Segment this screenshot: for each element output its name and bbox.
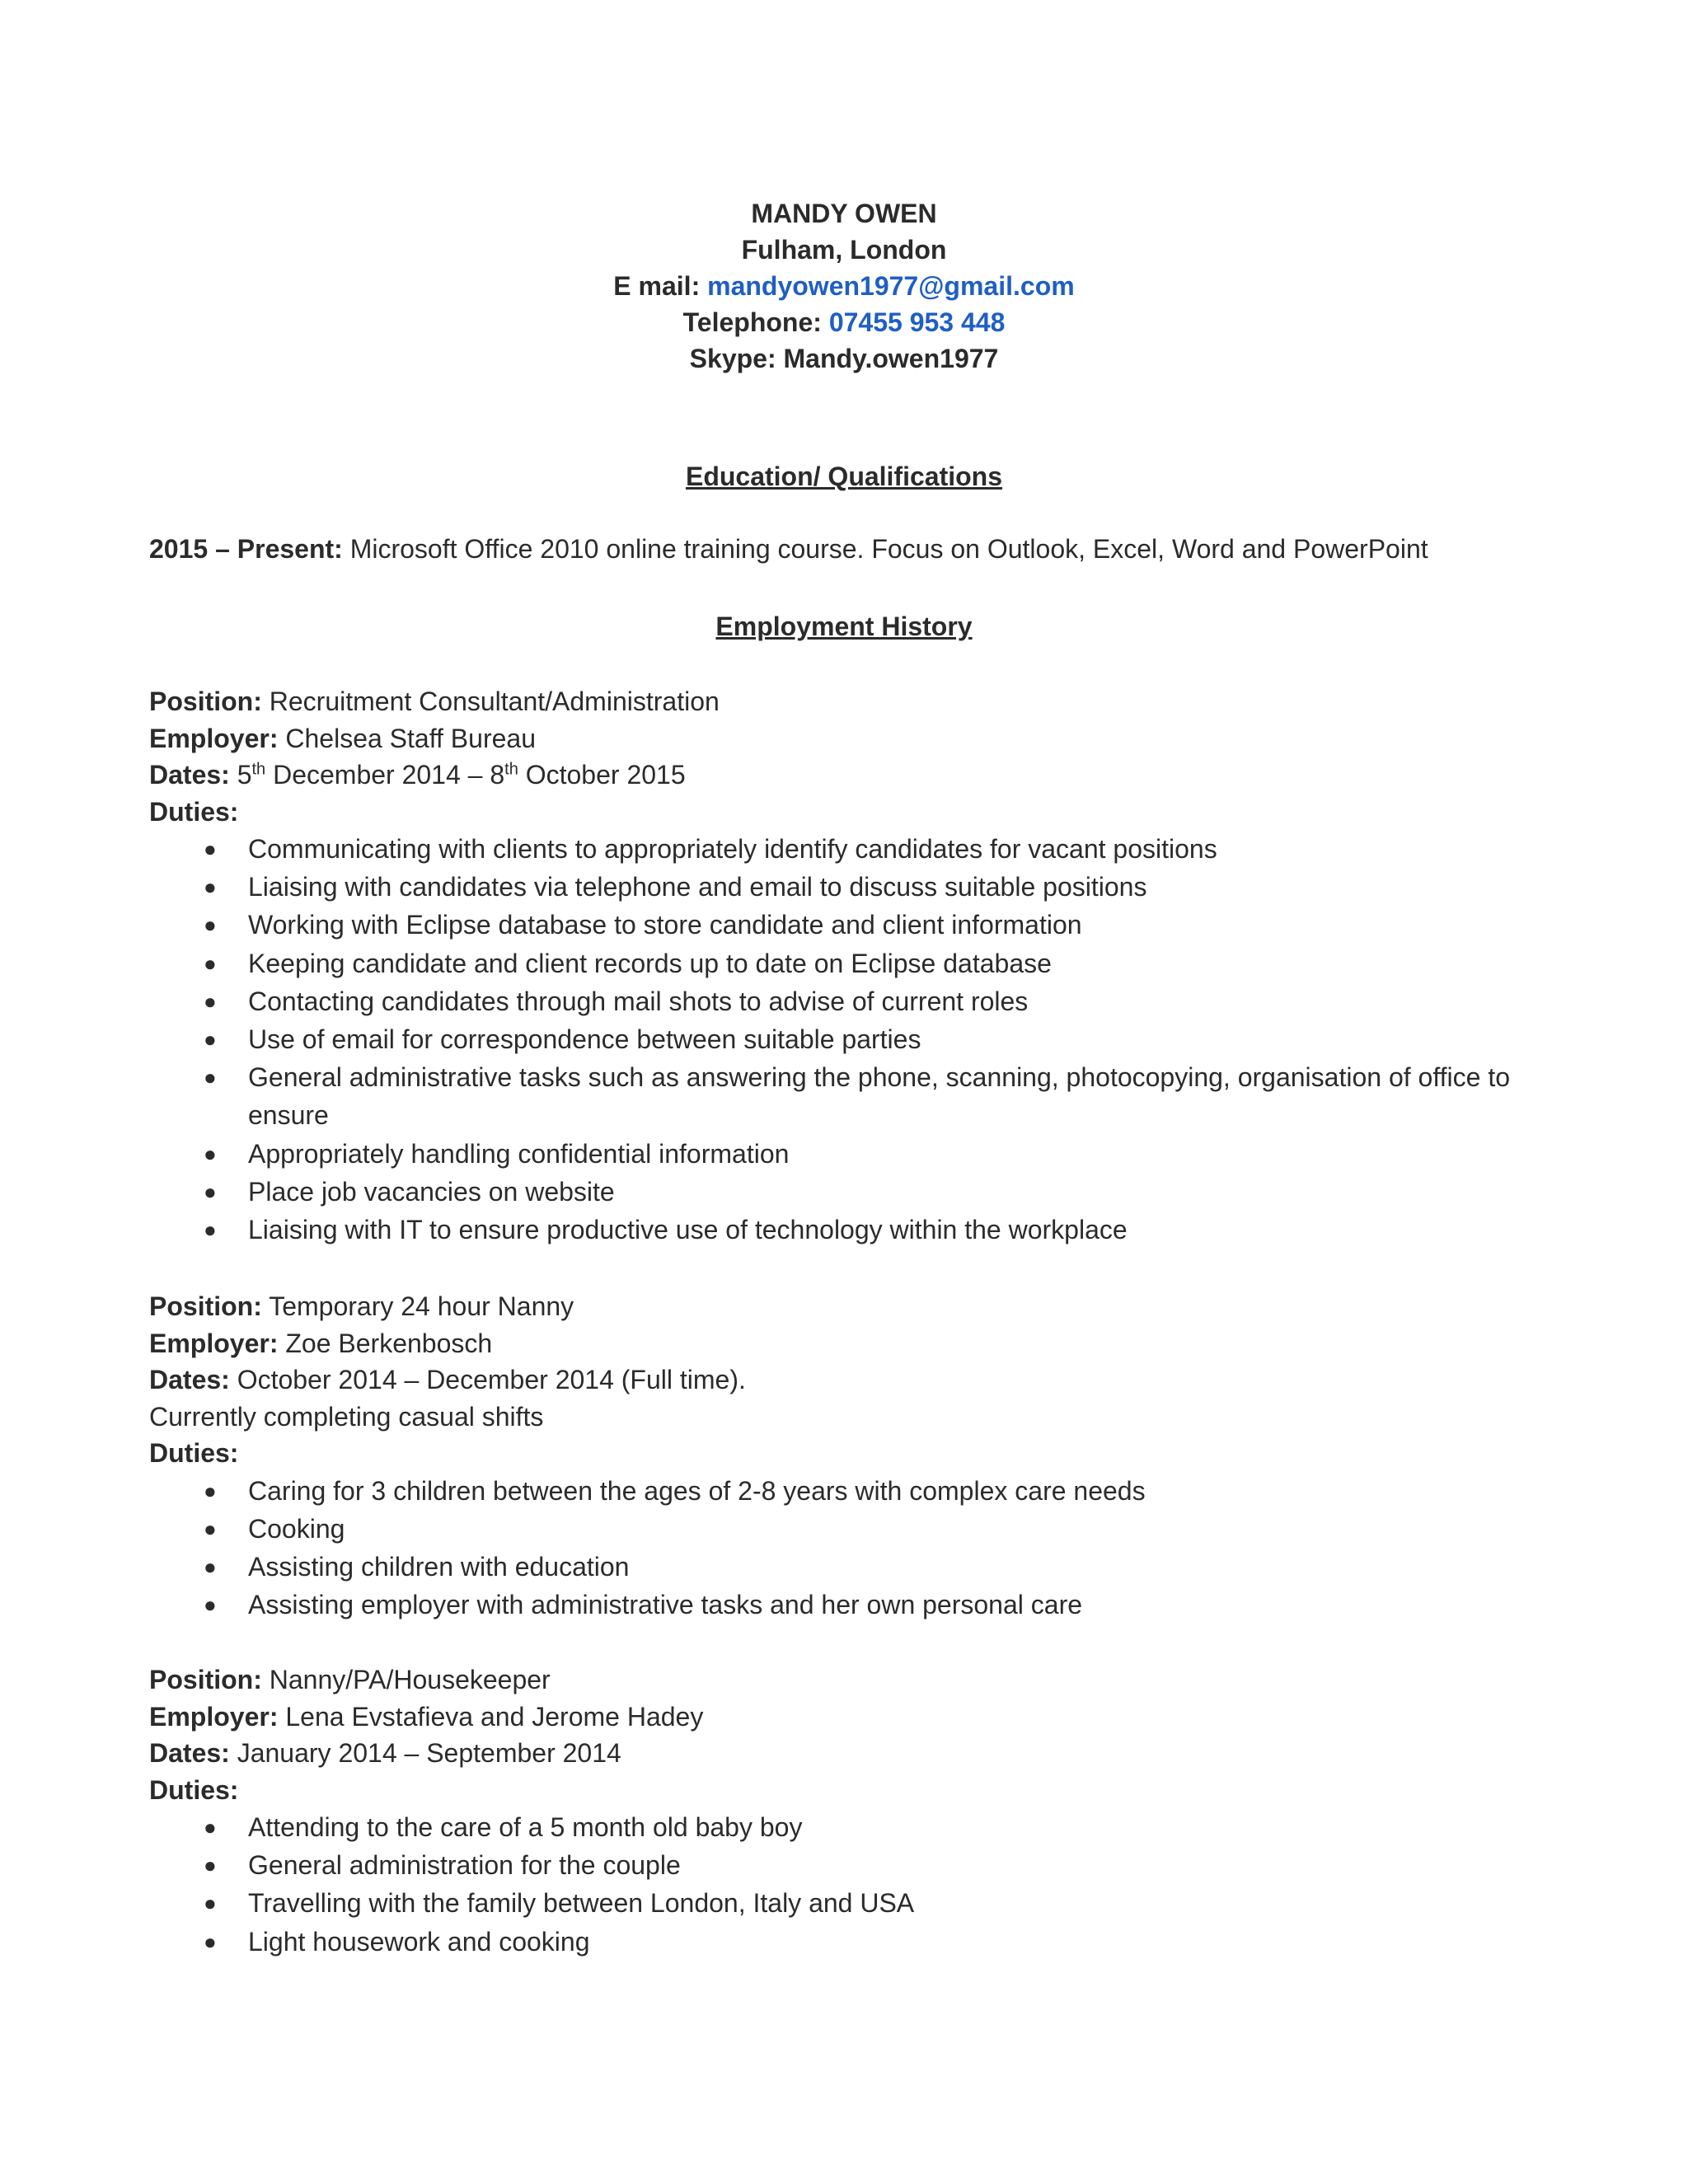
phone-label: Telephone: <box>682 307 822 337</box>
position-label: Position: <box>149 1665 262 1694</box>
list-item: ● Travelling with the family between London, Italy and USA <box>149 1884 1550 1922</box>
skype-label: Skype: <box>689 344 776 373</box>
education-period: 2015 – Present: <box>149 534 343 564</box>
candidate-name: MANDY OWEN <box>751 199 937 228</box>
bullet-icon: ● <box>204 1065 217 1090</box>
skype-line <box>0 340 1688 377</box>
bullet-icon: ● <box>204 874 217 900</box>
list-item: ● Assisting employer with administrative tasks and her own personal care <box>149 1586 1550 1624</box>
phone-link[interactable]: 07455 953 448 <box>828 307 1006 337</box>
list-item: ● Light housework and cooking <box>149 1923 1550 1961</box>
duties-label: Duties: <box>149 1438 239 1468</box>
position-label: Position: <box>149 1291 262 1321</box>
job-dates: October 2014 – December 2014 (Full time). <box>237 1365 746 1394</box>
list-item: ● Assisting children with education <box>149 1548 1550 1586</box>
job-employer: Zoe Berkenbosch <box>285 1328 493 1358</box>
employment-heading: Employment History <box>715 612 973 641</box>
bullet-icon: ● <box>204 1554 217 1579</box>
bullet-icon: ● <box>204 1027 217 1052</box>
education-heading: Education/ Qualifications <box>685 462 1003 491</box>
job-position: Recruitment Consultant/Administration <box>269 687 720 716</box>
bullet-icon: ● <box>204 837 217 861</box>
job-dates: January 2014 – September 2014 <box>237 1738 621 1768</box>
list-item: ● Attending to the care of a 5 month old baby boy <box>149 1808 1550 1846</box>
email-line <box>0 268 1688 304</box>
list-item: ● Use of email for correspondence between suitable parties <box>149 1020 1550 1058</box>
list-item: ● Appropriately handling confidential information <box>149 1135 1550 1173</box>
skype-id: Mandy.owen1977 <box>783 344 999 373</box>
bullet-icon: ● <box>204 1141 217 1166</box>
list-item: ● Working with Eclipse database to store candidate and client information <box>149 906 1550 944</box>
employer-label: Employer: <box>149 1701 279 1732</box>
education-entry <box>149 531 1550 568</box>
job-position: Temporary 24 hour Nanny <box>269 1291 574 1321</box>
bullet-icon: ● <box>204 950 217 976</box>
bullet-icon: ● <box>204 1179 217 1204</box>
job-entry-2 <box>149 1288 1550 1624</box>
list-item: ● General administration for the couple <box>149 1846 1550 1884</box>
dates-label: Dates: <box>149 1738 230 1768</box>
job-dates: 5th December 2014 – 8th October 2015 <box>237 760 686 790</box>
duties-list <box>149 1808 1550 1961</box>
duties-list <box>149 1472 1550 1624</box>
dates-label: Dates: <box>149 760 230 790</box>
job-entry-1 <box>149 683 1550 1249</box>
job-note: Currently completing casual shifts <box>149 1401 544 1432</box>
dates-label: Dates: <box>149 1365 230 1394</box>
education-text: Microsoft Office 2010 online training course. Focus on Outlook, Excel, Word and PowerPoint <box>349 534 1428 564</box>
bullet-icon: ● <box>204 988 217 1014</box>
job-position: Nanny/PA/Housekeeper <box>269 1665 551 1694</box>
list-item: ● Communicating with clients to appropriately identify candidates for vacant positions <box>149 830 1550 868</box>
list-item: ● Liaising with IT to ensure productive use of technology within the workplace <box>149 1211 1550 1249</box>
bullet-icon: ● <box>204 1815 217 1840</box>
job-employer: Lena Evstafieva and Jerome Hadey <box>285 1701 704 1732</box>
list-item: ● Liaising with candidates via telephone and email to discuss suitable positions <box>149 868 1550 906</box>
bullet-icon: ● <box>204 1929 217 1954</box>
contact-header <box>0 195 1688 377</box>
list-item: ● Keeping candidate and client records up to date on Eclipse database <box>149 944 1550 982</box>
job-entry-3 <box>149 1661 1550 1961</box>
bullet-icon: ● <box>204 1217 217 1243</box>
bullet-icon: ● <box>204 1592 217 1618</box>
employer-label: Employer: <box>149 723 279 753</box>
duties-label: Duties: <box>149 1774 239 1805</box>
list-item: ● Contacting candidates through mail shots to advise of current roles <box>149 982 1550 1020</box>
list-item: ● Place job vacancies on website <box>149 1173 1550 1211</box>
email-link[interactable]: mandyowen1977@gmail.com <box>707 271 1075 301</box>
list-item: ● Cooking <box>149 1510 1550 1548</box>
bullet-icon: ● <box>204 1853 217 1878</box>
job-employer: Chelsea Staff Bureau <box>285 723 536 753</box>
duties-label: Duties: <box>149 796 239 827</box>
list-item: ● General administrative tasks such as answering the phone, scanning, photocopying, organisation of office to ensure <box>149 1058 1534 1134</box>
list-item: ● Caring for 3 children between the ages of 2-8 years with complex care needs <box>149 1472 1550 1510</box>
phone-line <box>0 304 1688 340</box>
bullet-icon: ● <box>204 1516 217 1541</box>
candidate-location: Fulham, London <box>741 235 947 265</box>
duties-list <box>149 830 1550 1249</box>
bullet-icon: ● <box>204 1891 217 1916</box>
employer-label: Employer: <box>149 1328 279 1358</box>
email-label: E mail: <box>613 271 701 301</box>
bullet-icon: ● <box>204 1478 217 1503</box>
position-label: Position: <box>149 687 262 716</box>
bullet-icon: ● <box>204 912 217 938</box>
